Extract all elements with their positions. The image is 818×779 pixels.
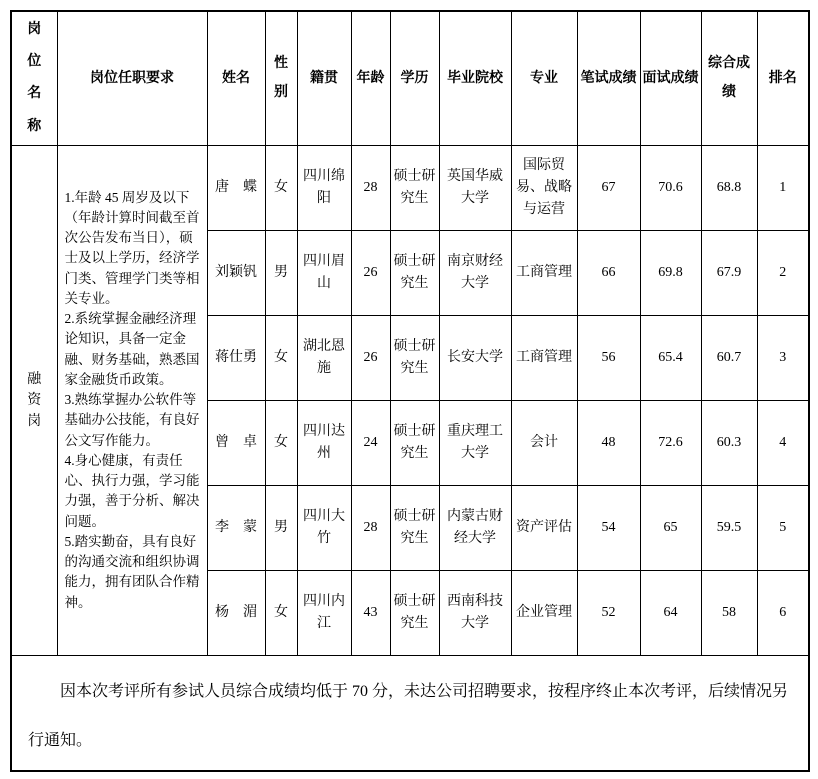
- cell-native-place: 四川绵阳: [297, 145, 351, 230]
- cell-written-score: 67: [577, 145, 640, 230]
- cell-gender: 男: [265, 230, 297, 315]
- cell-overall-score: 60.3: [701, 400, 757, 485]
- cell-gender: 女: [265, 570, 297, 655]
- cell-name: 蒋仕勇: [207, 315, 265, 400]
- header-written-score: 笔试成绩: [577, 11, 640, 145]
- cell-written-score: 66: [577, 230, 640, 315]
- cell-rank: 2: [757, 230, 809, 315]
- cell-age: 43: [351, 570, 390, 655]
- cell-gender: 女: [265, 400, 297, 485]
- cell-written-score: 52: [577, 570, 640, 655]
- cell-written-score: 48: [577, 400, 640, 485]
- cell-age: 28: [351, 485, 390, 570]
- cell-written-score: 56: [577, 315, 640, 400]
- header-native-place: 籍贯: [297, 11, 351, 145]
- cell-major: 工商管理: [511, 230, 577, 315]
- cell-education: 硕士研究生: [390, 485, 439, 570]
- cell-major: 资产评估: [511, 485, 577, 570]
- cell-age: 26: [351, 315, 390, 400]
- table-row: [11, 145, 809, 230]
- position-name-cell: [11, 145, 57, 655]
- header-gender: 性别: [265, 11, 297, 145]
- cell-education: 硕士研究生: [390, 230, 439, 315]
- footer-row: [11, 655, 809, 771]
- cell-overall-score: 58: [701, 570, 757, 655]
- header-name: 姓名: [207, 11, 265, 145]
- cell-native-place: 四川眉山: [297, 230, 351, 315]
- cell-native-place: 四川达州: [297, 400, 351, 485]
- cell-major: 企业管理: [511, 570, 577, 655]
- cell-university: 南京财经大学: [439, 230, 511, 315]
- cell-university: 西南科技大学: [439, 570, 511, 655]
- cell-university: 内蒙古财经大学: [439, 485, 511, 570]
- cell-name: 唐 蝶: [207, 145, 265, 230]
- cell-rank: 6: [757, 570, 809, 655]
- cell-interview-score: 65.4: [640, 315, 701, 400]
- cell-native-place: 四川内江: [297, 570, 351, 655]
- cell-age: 24: [351, 400, 390, 485]
- cell-overall-score: 59.5: [701, 485, 757, 570]
- cell-name: 杨 湄: [207, 570, 265, 655]
- recruitment-results-table: [10, 10, 810, 772]
- cell-major: 国际贸易、战略与运营: [511, 145, 577, 230]
- cell-education: 硕士研究生: [390, 570, 439, 655]
- requirement-item: 5.踏实勤奋，具有良好的沟通交流和组织协调能力，拥有团队合作精神。: [64, 533, 200, 610]
- cell-rank: 5: [757, 485, 809, 570]
- header-position-name: [11, 11, 57, 145]
- cell-overall-score: 67.9: [701, 230, 757, 315]
- cell-interview-score: 65: [640, 485, 701, 570]
- header-university: 毕业院校: [439, 11, 511, 145]
- cell-overall-score: 68.8: [701, 145, 757, 230]
- position-name-value: 融资岗: [27, 371, 42, 429]
- header-overall-score: 综合成绩: [701, 11, 757, 145]
- cell-gender: 女: [265, 315, 297, 400]
- header-position-name-label: 岗位名称: [27, 22, 42, 134]
- table-header-row: [11, 11, 809, 145]
- cell-interview-score: 69.8: [640, 230, 701, 315]
- cell-interview-score: 70.6: [640, 145, 701, 230]
- header-major: 专业: [511, 11, 577, 145]
- cell-rank: 4: [757, 400, 809, 485]
- cell-native-place: 湖北恩施: [297, 315, 351, 400]
- cell-gender: 男: [265, 485, 297, 570]
- cell-native-place: 四川大竹: [297, 485, 351, 570]
- cell-interview-score: 64: [640, 570, 701, 655]
- header-requirements: 岗位任职要求: [57, 11, 207, 145]
- requirement-item: 3.熟练掌握办公软件等基础办公技能，有良好公文写作能力。: [64, 392, 200, 448]
- footer-note-cell: [11, 655, 809, 771]
- header-age: 年龄: [351, 11, 390, 145]
- requirement-item: 4.身心健康，有责任心、执行力强，学习能力强，善于分析、解决问题。: [64, 452, 200, 529]
- cell-education: 硕士研究生: [390, 315, 439, 400]
- requirement-item: 1.年龄 45 周岁及以下（年龄计算时间截至首次公告发布当日），硕士及以上学历，经济学门类、管理学门类等相关专业。: [64, 189, 200, 306]
- cell-university: 英国华威大学: [439, 145, 511, 230]
- header-rank: 排名: [757, 11, 809, 145]
- header-education: 学历: [390, 11, 439, 145]
- footer-note-text: 因本次考评所有参试人员综合成绩均低于 70 分，未达公司招聘要求，按程序终止本次考评，后续情况另行通知。: [28, 683, 789, 749]
- header-interview-score: 面试成绩: [640, 11, 701, 145]
- cell-name: 李 蒙: [207, 485, 265, 570]
- requirements-cell: [57, 145, 207, 655]
- cell-university: 重庆理工大学: [439, 400, 511, 485]
- cell-overall-score: 60.7: [701, 315, 757, 400]
- cell-age: 28: [351, 145, 390, 230]
- cell-written-score: 54: [577, 485, 640, 570]
- cell-rank: 3: [757, 315, 809, 400]
- cell-interview-score: 72.6: [640, 400, 701, 485]
- cell-name: 刘颖钒: [207, 230, 265, 315]
- requirement-item: 2.系统掌握金融经济理论知识，具备一定金融、财务基础，熟悉国家金融货币政策。: [64, 311, 200, 387]
- cell-major: 会计: [511, 400, 577, 485]
- cell-age: 26: [351, 230, 390, 315]
- cell-education: 硕士研究生: [390, 400, 439, 485]
- cell-gender: 女: [265, 145, 297, 230]
- cell-university: 长安大学: [439, 315, 511, 400]
- cell-name: 曾 卓: [207, 400, 265, 485]
- cell-rank: 1: [757, 145, 809, 230]
- cell-education: 硕士研究生: [390, 145, 439, 230]
- cell-major: 工商管理: [511, 315, 577, 400]
